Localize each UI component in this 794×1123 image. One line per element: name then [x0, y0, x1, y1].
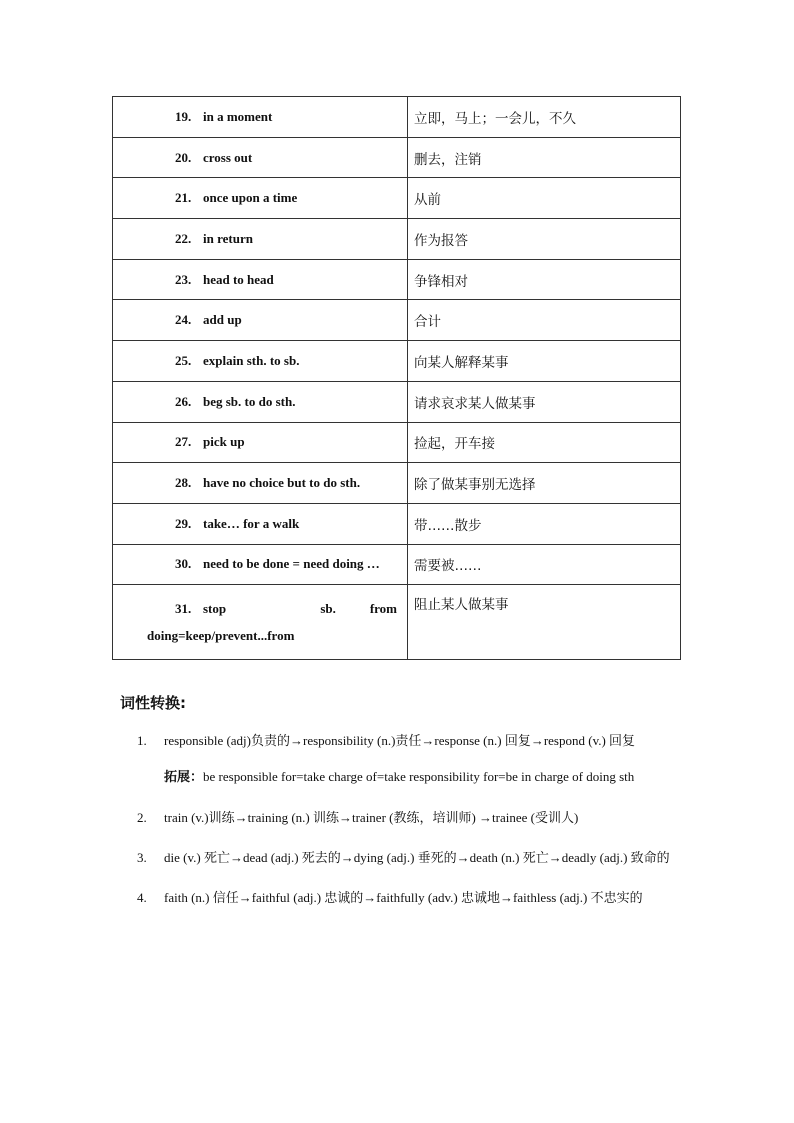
meaning-cell: 合计: [408, 300, 681, 341]
list-item: [120, 728, 680, 754]
table-row: [113, 422, 681, 463]
list-item-text: die (v.) 死亡→dead (adj.) 死去的→dying (adj.) 垂死的→death (n.) 死亡→deadly (adj.) 致命的: [164, 850, 670, 865]
phrase-text: cross out: [203, 149, 253, 165]
table-row: [113, 300, 681, 341]
section-title: 词性转换:: [120, 694, 186, 712]
meaning-cell: 捡起，开车接: [408, 422, 681, 463]
row-number: 29.: [175, 515, 192, 531]
vocab-table: [112, 96, 681, 660]
phrase-text: need to be done = need doing …: [203, 556, 380, 572]
meaning-cell: 需要被……: [408, 544, 681, 585]
phrase-text: beg sb. to do sth.: [203, 393, 296, 409]
row-number: 31.: [175, 601, 192, 617]
list-marker: 3.: [137, 850, 147, 865]
phrase-text: in return: [203, 230, 253, 246]
table-row: [113, 219, 681, 260]
row-number: 21.: [175, 190, 192, 206]
phrase-text: take… for a walk: [203, 515, 300, 531]
row-number: 25.: [175, 352, 192, 368]
phrase-cell: [113, 463, 408, 504]
extend-label: 拓展：: [164, 770, 204, 785]
table-row: [113, 544, 681, 585]
table-row: [113, 341, 681, 382]
phrase-word: from: [369, 601, 398, 617]
list-item: [120, 805, 680, 831]
meaning-cell: 请求哀求某人做某事: [408, 381, 681, 422]
phrase-cell: [113, 300, 408, 341]
phrase-cell: [113, 544, 408, 585]
row-number: 22.: [175, 230, 192, 246]
meaning-cell: 除了做某事别无选择: [408, 463, 681, 504]
list-marker: 4.: [137, 890, 147, 905]
list-marker: 2.: [137, 810, 147, 825]
meaning-cell: 带……散步: [408, 503, 681, 544]
table-row: [113, 137, 681, 178]
meaning-cell: 从前: [408, 178, 681, 219]
row-number: 20.: [175, 149, 192, 165]
phrase-cell: [113, 259, 408, 300]
row-number: 30.: [175, 556, 192, 572]
row-number: 19.: [175, 108, 192, 124]
phrase-word: sb.: [320, 601, 336, 617]
list-marker: 1.: [137, 733, 147, 748]
list-item-text: faith (n.) 信任→faithful (adj.) 忠诚的→faithfully (adv.) 忠诚地→faithless (adj.) 不忠实的: [164, 890, 643, 905]
phrase-text: pick up: [203, 434, 245, 450]
row-number: 27.: [175, 434, 192, 450]
list-item: [120, 885, 680, 911]
phrase-cell: [113, 585, 408, 660]
phrase-cell: [113, 503, 408, 544]
phrase-text: head to head: [203, 271, 274, 287]
phrase-text: in a moment: [203, 108, 273, 124]
row-number: 28.: [175, 475, 192, 491]
row-number: 24.: [175, 312, 192, 328]
table-row: [113, 259, 681, 300]
meaning-cell: 向某人解释某事: [408, 341, 681, 382]
phrase-cell: [113, 219, 408, 260]
table-row: [113, 381, 681, 422]
phrase-cell: [113, 422, 408, 463]
meaning-cell: 作为报答: [408, 219, 681, 260]
phrase-text: explain sth. to sb.: [203, 352, 300, 368]
vocab-table-body: [113, 97, 681, 660]
phrase-cell: [113, 137, 408, 178]
phrase-word: stop: [203, 601, 227, 617]
phrase-cell: [113, 341, 408, 382]
meaning-cell: 立即，马上；一会儿，不久: [408, 97, 681, 138]
phrase-text: add up: [203, 312, 242, 328]
phrase-text: have no choice but to do sth.: [203, 475, 361, 491]
word-form-list: [120, 728, 680, 925]
phrase-continuation: doing=keep/prevent...from: [147, 628, 295, 644]
phrase-cell: [113, 381, 408, 422]
list-item-text: responsible (adj)负责的→responsibility (n.)责任→response (n.) 回复→respond (v.) 回复: [164, 733, 636, 748]
row-number: 26.: [175, 393, 192, 409]
meaning-cell: 阻止某人做某事: [408, 585, 681, 660]
table-row: [113, 97, 681, 138]
list-item-text: train (v.)训练→training (n.) 训练→trainer (教练，培训师) →trainee (受训人): [164, 810, 579, 825]
meaning-cell: 删去，注销: [408, 137, 681, 178]
extend-note: [120, 764, 680, 791]
meaning-cell: 争锋相对: [408, 259, 681, 300]
table-row: [113, 585, 681, 660]
table-row: [113, 503, 681, 544]
table-row: [113, 178, 681, 219]
phrase-cell: [113, 97, 408, 138]
row-number: 23.: [175, 271, 192, 287]
list-item: [120, 845, 680, 871]
table-row: [113, 463, 681, 504]
phrase-text: once upon a time: [203, 190, 298, 206]
phrase-cell: [113, 178, 408, 219]
extend-text: be responsible for=take charge of=take responsibility for=be in charge of doing sth: [203, 769, 635, 784]
